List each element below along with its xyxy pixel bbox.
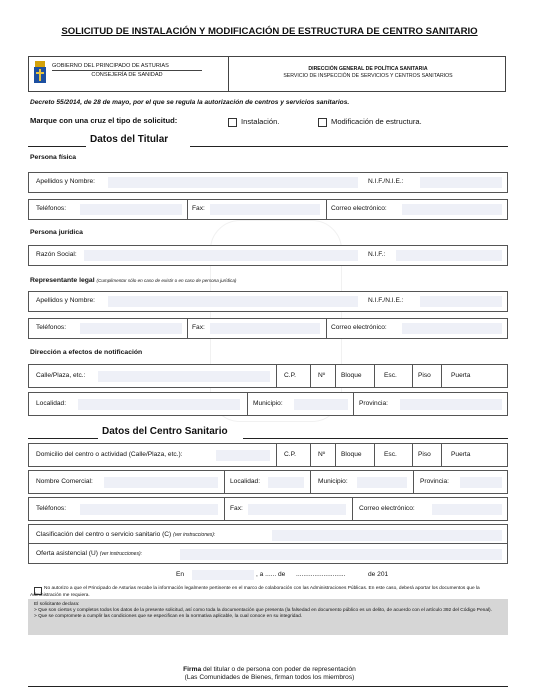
government-name: GOBIERNO DEL PRINCIPADO DE ASTURIAS <box>52 63 202 71</box>
divider <box>276 364 277 388</box>
divider <box>224 497 225 521</box>
fax-centro-label: Fax: <box>230 505 243 512</box>
nif3-input[interactable] <box>420 296 502 307</box>
place-input[interactable] <box>192 570 254 580</box>
date-a-label: , a ...... de <box>256 571 286 578</box>
declaration-item-2: > Que se compromete a cumplir las condiciones que se especifican en la normativa aplicable, la cual conoce en su integridad. <box>34 614 303 619</box>
directorate-name: DIRECCIÓN GENERAL DE POLÍTICA SANITARIA <box>308 66 428 72</box>
domicilio-label: Domicilio del centro o actividad (Calle/Plaza, etc.): <box>36 451 183 458</box>
date-en-label: En <box>176 571 185 578</box>
government-block <box>52 63 227 78</box>
esc-label: Esc. <box>384 451 397 458</box>
nif3-label: N.I.F./N.I.E.: <box>368 297 404 304</box>
municipio-input[interactable] <box>294 399 348 410</box>
oferta-input[interactable] <box>180 549 502 560</box>
declaration-item-1: > Que son ciertos y completos todos los datos de la presente solicitud, así como toda la documentación que presenta (la falsedad en documento público es un delito, de acuerdo con el artículo 392 del Código Penal). <box>34 608 492 613</box>
divider <box>326 199 327 220</box>
date-year-label: de 201 <box>368 571 389 578</box>
decree-reference: Decreto 55/2014, de 28 de mayo, por el que se regula la autorización de centros y servicios sanitarios. <box>30 99 350 106</box>
divider <box>374 364 375 388</box>
signature-bold: Firma <box>183 666 202 673</box>
municipio-label: Municipio: <box>318 478 348 485</box>
correo-centro-input[interactable] <box>432 504 502 515</box>
directorate-block <box>232 66 504 80</box>
divider <box>374 443 375 467</box>
piso-label: Piso <box>418 372 431 379</box>
divider <box>412 364 413 388</box>
divider <box>310 364 311 388</box>
cp-label: C.P. <box>284 451 296 458</box>
telefonos2-input[interactable] <box>80 323 182 334</box>
bloque-label: Bloque <box>341 451 362 458</box>
consent-text: No autorizo a que el Principado de Asturias recabe la información legalmente pertinente en el marco de colaboración con las Administraciones Públicas. En este caso, deberá aportar los documentos que la Administración me requiera. <box>30 586 480 598</box>
numero-label: Nº <box>318 451 326 458</box>
puerta-label: Puerta <box>451 451 471 458</box>
declaration-title: El solicitante declara: <box>34 602 80 607</box>
oferta-note: (ver instrucciones): <box>99 551 143 557</box>
installation-label: Instalación. <box>241 117 280 126</box>
apellidos2-label: Apellidos y Nombre: <box>36 297 96 304</box>
signature-caption <box>0 666 539 682</box>
department-name: CONSEJERÍA DE SANIDAD <box>91 72 163 78</box>
request-type-label: Marque con una cruz el tipo de solicitud: <box>30 116 178 125</box>
puerta-label: Puerta <box>451 372 471 379</box>
nif-input[interactable] <box>420 177 502 188</box>
bottom-rule <box>28 686 508 687</box>
divider <box>276 443 277 467</box>
signature-note: (Las Comunidades de Bienes, firman todos los miembros) <box>184 674 355 681</box>
localidad-input[interactable] <box>268 477 304 488</box>
divider <box>441 443 442 467</box>
localidad-label: Localidad: <box>36 400 67 407</box>
divider <box>247 392 248 416</box>
divider <box>353 392 354 416</box>
installation-checkbox[interactable] <box>228 118 237 127</box>
correo-input[interactable] <box>402 204 502 215</box>
representante-note: (Cumplimentar sólo en caso de existir o en caso de persona jurídica) <box>96 278 237 283</box>
fax-label: Fax: <box>192 205 205 212</box>
persona-juridica-heading: Persona jurídica <box>30 229 83 236</box>
provincia-input[interactable] <box>400 399 502 410</box>
correo2-label: Correo electrónico: <box>331 324 387 331</box>
oferta-text: Oferta asistencial (U) <box>36 550 98 557</box>
declaration-item-2-text: Que se compromete a cumplir las condiciones que se especifican en la normativa aplicable, la cual conoce en su integridad. <box>38 614 303 619</box>
oferta-label <box>36 550 142 557</box>
calle-input[interactable] <box>98 371 270 382</box>
fax-input[interactable] <box>210 204 320 215</box>
esc-label: Esc. <box>384 372 397 379</box>
section-titular-heading: Datos del Titular <box>90 134 169 145</box>
provincia-input[interactable] <box>460 477 502 488</box>
asturias-crest-icon <box>33 61 47 87</box>
section-line-right <box>243 438 508 439</box>
correo2-input[interactable] <box>402 323 502 334</box>
service-name: SERVICIO DE INSPECCIÓN DE SERVICIOS Y CENTROS SANITARIOS <box>283 73 453 79</box>
telefonos-centro-label: Teléfonos: <box>36 505 67 512</box>
divider <box>310 470 311 494</box>
signature-text: del titular o de persona con poder de representación <box>202 666 356 673</box>
section-line-left <box>28 438 98 439</box>
page-title: SOLICITUD DE INSTALACIÓN Y MODIFICACIÓN DE ESTRUCTURA DE CENTRO SANITARIO <box>61 26 478 37</box>
nif2-input[interactable] <box>396 250 502 261</box>
numero-label: Nº <box>318 372 326 379</box>
apellidos-input[interactable] <box>108 177 358 188</box>
correo-centro-label: Correo electrónico: <box>359 505 415 512</box>
domicilio-input[interactable] <box>216 450 270 461</box>
fax2-input[interactable] <box>210 323 320 334</box>
section-line-left <box>28 146 86 147</box>
direccion-heading: Dirección a efectos de notificación <box>30 349 143 356</box>
divider <box>335 443 336 467</box>
nombre-label: Nombre Comercial: <box>36 478 93 485</box>
divider <box>224 470 225 494</box>
clasificacion-note: (ver instrucciones): <box>173 532 216 538</box>
persona-fisica-heading: Persona física <box>30 154 77 161</box>
fax2-label: Fax: <box>192 324 205 331</box>
modification-label: Modificación de estructura. <box>331 117 422 126</box>
telefonos-input[interactable] <box>80 204 182 215</box>
clasificacion-input[interactable] <box>272 530 502 541</box>
bloque-label: Bloque <box>341 372 362 379</box>
modification-checkbox[interactable] <box>318 118 327 127</box>
provincia-label: Provincia: <box>420 478 449 485</box>
divider <box>412 443 413 467</box>
localidad-label: Localidad: <box>230 478 261 485</box>
municipio-input[interactable] <box>357 477 407 488</box>
nif2-label: N.I.F.: <box>368 251 386 258</box>
razon-label: Razón Social: <box>36 251 77 258</box>
divider <box>187 199 188 220</box>
municipio-label: Municipio: <box>253 400 283 407</box>
divider <box>352 497 353 521</box>
representante-heading <box>30 277 236 284</box>
header-divider <box>228 56 229 92</box>
divider <box>326 318 327 339</box>
provincia-label: Provincia: <box>359 400 388 407</box>
cp-label: C.P. <box>284 372 296 379</box>
section-centro-heading: Datos del Centro Sanitario <box>102 426 228 437</box>
divider <box>310 443 311 467</box>
declaration-box <box>28 599 508 635</box>
nif-label: N.I.F./N.I.E.: <box>368 178 404 185</box>
fax-centro-input[interactable] <box>248 504 346 515</box>
date-month-dots[interactable]: ........................... <box>296 571 346 578</box>
nombre-input[interactable] <box>104 477 218 488</box>
correo-label: Correo electrónico: <box>331 205 387 212</box>
apellidos2-input[interactable] <box>108 296 358 307</box>
representante-title: Representante legal <box>30 277 95 284</box>
clasificacion-label <box>36 531 215 538</box>
calle-label: Calle/Plaza, etc.: <box>36 372 86 379</box>
apellidos-label: Apellidos y Nombre: <box>36 178 96 185</box>
section-line-right <box>190 146 508 147</box>
divider <box>413 470 414 494</box>
telefonos-centro-input[interactable] <box>80 504 218 515</box>
declaration-item-1-text: Que son ciertos y completos todos los datos de la presente solicitud, así como toda la documentación que presenta (la falsedad en documento público es un delito, de acuerdo con el artículo 392 del Código Penal). <box>38 608 492 613</box>
telefonos2-label: Teléfonos: <box>36 324 67 331</box>
piso-label: Piso <box>418 451 431 458</box>
razon-input[interactable] <box>84 250 358 261</box>
localidad-input[interactable] <box>78 399 240 410</box>
divider <box>335 364 336 388</box>
clasificacion-text: Clasificación del centro o servicio sanitario (C) <box>36 531 172 538</box>
telefonos-label: Teléfonos: <box>36 205 67 212</box>
divider <box>187 318 188 339</box>
divider <box>441 364 442 388</box>
